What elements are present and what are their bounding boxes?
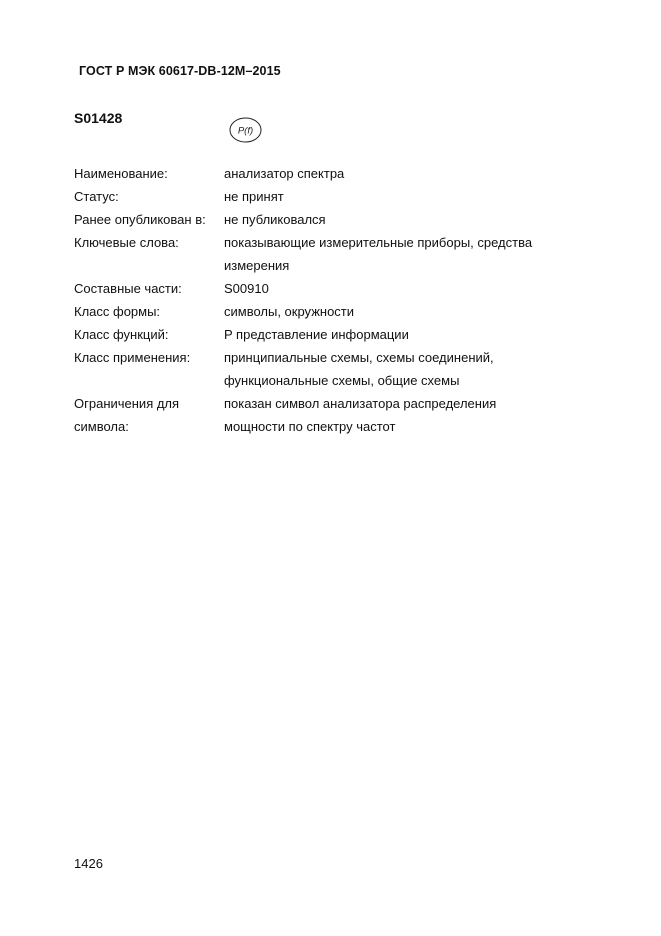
property-value-line: символы, окружности <box>224 304 355 319</box>
property-value <box>224 277 594 300</box>
properties-list <box>74 162 594 438</box>
property-label-line: символа: <box>74 419 129 434</box>
property-value <box>224 231 594 277</box>
property-row-status <box>74 185 594 208</box>
property-value <box>224 300 594 323</box>
document-header: ГОСТ Р МЭК 60617-DB-12M–2015 <box>79 64 281 78</box>
property-label: Класс формы: <box>74 304 161 319</box>
property-row-application-class <box>74 346 594 392</box>
symbol-figure <box>229 117 262 143</box>
property-row-published <box>74 208 594 231</box>
property-value <box>224 392 594 438</box>
property-value <box>224 346 594 392</box>
property-value <box>224 185 594 208</box>
property-label: Наименование: <box>74 166 168 181</box>
property-row-function-class <box>74 323 594 346</box>
property-value-line: измерения <box>224 258 290 273</box>
property-value-line: не публиковался <box>224 212 326 227</box>
property-label: Ранее опубликован в: <box>74 212 206 227</box>
property-value-line: S00910 <box>224 281 269 296</box>
property-value-line: функциональные схемы, общие схемы <box>224 373 460 388</box>
property-label: Статус: <box>74 189 119 204</box>
property-value <box>224 208 594 231</box>
property-label: Класс функций: <box>74 327 169 342</box>
property-row-restrictions <box>74 392 594 438</box>
property-row-keywords <box>74 231 594 277</box>
property-value-line: показан символ анализатора распределения <box>224 396 497 411</box>
property-row-shape-class <box>74 300 594 323</box>
property-value-line: показывающие измерительные приборы, средства <box>224 235 533 250</box>
property-row-components <box>74 277 594 300</box>
property-row-name <box>74 162 594 185</box>
property-value-line: P представление информации <box>224 327 409 342</box>
page-number: 1426 <box>74 856 103 871</box>
property-value-line: принципиальные схемы, схемы соединений, <box>224 350 494 365</box>
property-value-line: не принят <box>224 189 284 204</box>
property-value-line: мощности по спектру частот <box>224 419 396 434</box>
property-value-line: анализатор спектра <box>224 166 345 181</box>
property-label <box>74 392 224 438</box>
symbol-text: P(f) <box>237 125 254 137</box>
property-label-line: Ограничения для <box>74 396 180 411</box>
property-label: Составные части: <box>74 281 182 296</box>
property-label: Класс применения: <box>74 350 191 365</box>
property-label: Ключевые слова: <box>74 235 179 250</box>
symbol-code: S01428 <box>74 110 123 126</box>
property-value <box>224 323 594 346</box>
property-value <box>224 162 594 185</box>
